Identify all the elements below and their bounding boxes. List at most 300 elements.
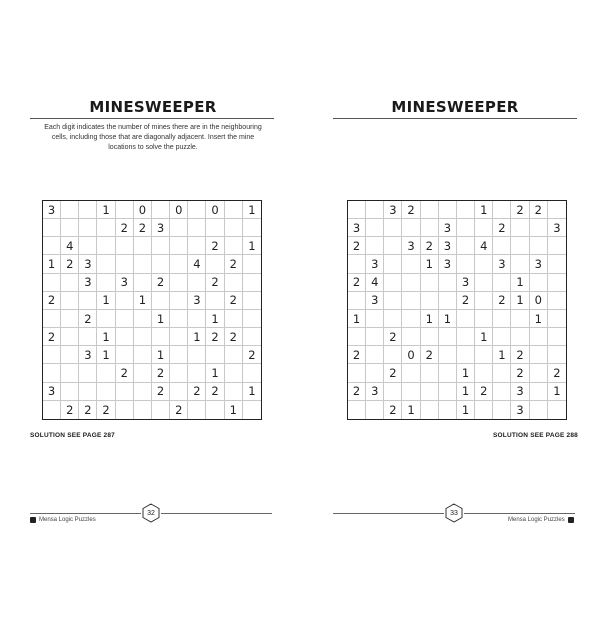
- grid-cell[interactable]: 1: [97, 201, 115, 219]
- grid-cell[interactable]: 2: [61, 255, 79, 273]
- grid-cell[interactable]: [384, 219, 402, 237]
- grid-cell[interactable]: [348, 364, 366, 382]
- grid-cell[interactable]: [439, 383, 457, 401]
- grid-cell[interactable]: [170, 310, 188, 328]
- grid-cell[interactable]: [79, 383, 97, 401]
- grid-cell[interactable]: 3: [402, 237, 420, 255]
- grid-cell[interactable]: 1: [43, 255, 61, 273]
- grid-cell[interactable]: [225, 346, 243, 364]
- grid-cell[interactable]: [511, 310, 529, 328]
- grid-cell[interactable]: [79, 292, 97, 310]
- grid-cell[interactable]: 2: [134, 219, 152, 237]
- grid-cell[interactable]: 2: [170, 401, 188, 419]
- grid-cell[interactable]: 3: [511, 401, 529, 419]
- grid-cell[interactable]: [366, 237, 384, 255]
- grid-cell[interactable]: 1: [206, 310, 224, 328]
- grid-cell[interactable]: [188, 274, 206, 292]
- grid-cell[interactable]: [97, 310, 115, 328]
- solution-note: SOLUTION SEE PAGE 287: [30, 432, 115, 439]
- grid-cell[interactable]: [79, 201, 97, 219]
- grid-cell[interactable]: 2: [152, 383, 170, 401]
- grid-cell[interactable]: 3: [439, 219, 457, 237]
- grid-cell[interactable]: 4: [475, 237, 493, 255]
- grid-cell[interactable]: [366, 401, 384, 419]
- grid-cell[interactable]: [493, 274, 511, 292]
- grid-cell[interactable]: [61, 292, 79, 310]
- grid-cell[interactable]: 2: [493, 219, 511, 237]
- grid-cell[interactable]: 4: [366, 274, 384, 292]
- grid-cell[interactable]: [79, 219, 97, 237]
- grid-cell[interactable]: [421, 292, 439, 310]
- grid-cell[interactable]: [348, 255, 366, 273]
- page-title: MINESWEEPER: [89, 98, 217, 116]
- grid-cell[interactable]: [61, 346, 79, 364]
- grid-cell[interactable]: [475, 219, 493, 237]
- grid-cell[interactable]: 2: [152, 274, 170, 292]
- grid-cell[interactable]: [116, 201, 134, 219]
- grid-cell[interactable]: [548, 255, 566, 273]
- grid-cell[interactable]: [402, 255, 420, 273]
- grid-cell[interactable]: 2: [457, 292, 475, 310]
- grid-cell[interactable]: [366, 328, 384, 346]
- grid-cell[interactable]: 3: [366, 383, 384, 401]
- grid-cell[interactable]: [402, 328, 420, 346]
- grid-cell[interactable]: 1: [457, 364, 475, 382]
- grid-cell[interactable]: [43, 310, 61, 328]
- grid-cell[interactable]: 2: [348, 237, 366, 255]
- grid-cell[interactable]: [243, 364, 261, 382]
- grid-cell[interactable]: [97, 219, 115, 237]
- grid-cell[interactable]: [548, 310, 566, 328]
- grid-cell[interactable]: [61, 328, 79, 346]
- grid-cell[interactable]: [366, 310, 384, 328]
- grid-cell[interactable]: [134, 237, 152, 255]
- grid-cell[interactable]: [475, 346, 493, 364]
- grid-cell[interactable]: 1: [243, 237, 261, 255]
- grid-cell[interactable]: [134, 328, 152, 346]
- grid-cell[interactable]: 3: [493, 255, 511, 273]
- grid-cell[interactable]: [243, 401, 261, 419]
- grid-cell[interactable]: [225, 201, 243, 219]
- grid-cell[interactable]: [384, 310, 402, 328]
- grid-cell[interactable]: [243, 310, 261, 328]
- grid-cell[interactable]: 2: [475, 383, 493, 401]
- grid-cell[interactable]: 2: [152, 364, 170, 382]
- page-number-text: 32: [147, 509, 155, 517]
- grid-cell[interactable]: 2: [384, 401, 402, 419]
- grid-cell[interactable]: [79, 328, 97, 346]
- grid-cell[interactable]: [116, 310, 134, 328]
- grid-cell[interactable]: 2: [243, 346, 261, 364]
- grid-cell[interactable]: [134, 255, 152, 273]
- grid-cell[interactable]: 3: [79, 274, 97, 292]
- grid-cell[interactable]: 1: [457, 401, 475, 419]
- grid-cell[interactable]: [548, 237, 566, 255]
- grid-cell[interactable]: [97, 383, 115, 401]
- grid-cell[interactable]: [348, 401, 366, 419]
- grid-cell[interactable]: 1: [511, 292, 529, 310]
- grid-cell[interactable]: [188, 346, 206, 364]
- grid-cell[interactable]: [384, 237, 402, 255]
- grid-cell[interactable]: 3: [188, 292, 206, 310]
- grid-cell[interactable]: [548, 292, 566, 310]
- title-rule: [333, 118, 577, 119]
- grid-cell[interactable]: [384, 292, 402, 310]
- grid-cell[interactable]: [421, 201, 439, 219]
- grid-cell[interactable]: [402, 219, 420, 237]
- grid-cell[interactable]: [243, 328, 261, 346]
- grid-cell[interactable]: [152, 201, 170, 219]
- grid-cell[interactable]: [366, 219, 384, 237]
- grid-cell[interactable]: [152, 255, 170, 273]
- grid-cell[interactable]: 1: [243, 383, 261, 401]
- grid-cell[interactable]: [511, 328, 529, 346]
- grid-cell[interactable]: [475, 274, 493, 292]
- grid-cell[interactable]: 2: [43, 328, 61, 346]
- grid-cell[interactable]: [243, 292, 261, 310]
- grid-cell[interactable]: 1: [548, 383, 566, 401]
- grid-cell[interactable]: 2: [225, 292, 243, 310]
- grid-cell[interactable]: 1: [421, 255, 439, 273]
- grid-cell[interactable]: 2: [225, 328, 243, 346]
- grid-cell[interactable]: 3: [439, 237, 457, 255]
- grid-cell[interactable]: 2: [493, 292, 511, 310]
- grid-cell[interactable]: 1: [457, 383, 475, 401]
- grid-cell[interactable]: [61, 383, 79, 401]
- grid-cell[interactable]: [225, 274, 243, 292]
- mensa-logo-icon: [30, 517, 36, 523]
- grid-cell[interactable]: [170, 346, 188, 364]
- grid-cell[interactable]: 3: [152, 219, 170, 237]
- grid-cell[interactable]: [493, 237, 511, 255]
- grid-cell[interactable]: [475, 255, 493, 273]
- grid-cell[interactable]: [439, 364, 457, 382]
- grid-cell[interactable]: 0: [170, 201, 188, 219]
- grid-cell[interactable]: [548, 201, 566, 219]
- grid-cell[interactable]: 1: [97, 346, 115, 364]
- grid-cell[interactable]: [439, 274, 457, 292]
- grid-cell[interactable]: 3: [366, 292, 384, 310]
- grid-cell[interactable]: [61, 274, 79, 292]
- minesweeper-grid-left: [42, 200, 262, 420]
- grid-cell[interactable]: 2: [79, 401, 97, 419]
- grid-cell[interactable]: [493, 310, 511, 328]
- grid-cell[interactable]: [439, 401, 457, 419]
- grid-cell[interactable]: [421, 383, 439, 401]
- grid-cell[interactable]: [402, 292, 420, 310]
- grid-cell[interactable]: 2: [188, 383, 206, 401]
- grid-cell[interactable]: [152, 328, 170, 346]
- grid-cell[interactable]: [43, 237, 61, 255]
- grid-cell[interactable]: [170, 219, 188, 237]
- grid-cell[interactable]: [457, 201, 475, 219]
- grid-cell[interactable]: [43, 219, 61, 237]
- grid-cell[interactable]: 1: [475, 201, 493, 219]
- grid-cell[interactable]: [134, 364, 152, 382]
- grid-cell[interactable]: [493, 383, 511, 401]
- grid-cell[interactable]: 4: [61, 237, 79, 255]
- grid-cell[interactable]: [475, 292, 493, 310]
- grid-cell[interactable]: 4: [188, 255, 206, 273]
- grid-cell[interactable]: 2: [384, 328, 402, 346]
- grid-cell[interactable]: 1: [421, 310, 439, 328]
- grid-cell[interactable]: [206, 219, 224, 237]
- grid-cell[interactable]: [457, 328, 475, 346]
- grid-cell[interactable]: [348, 328, 366, 346]
- grid-cell[interactable]: [530, 328, 548, 346]
- grid-cell[interactable]: [402, 364, 420, 382]
- grid-cell[interactable]: [134, 346, 152, 364]
- grid-cell[interactable]: [170, 255, 188, 273]
- grid-cell[interactable]: [188, 201, 206, 219]
- grid-cell[interactable]: 3: [530, 255, 548, 273]
- grid-cell[interactable]: [43, 364, 61, 382]
- grid-cell[interactable]: [384, 383, 402, 401]
- grid-cell[interactable]: 2: [384, 364, 402, 382]
- grid-cell[interactable]: 2: [61, 401, 79, 419]
- grid-cell[interactable]: 1: [530, 310, 548, 328]
- grid-cell[interactable]: [530, 401, 548, 419]
- grid-cell[interactable]: [366, 364, 384, 382]
- grid-cell[interactable]: 1: [206, 364, 224, 382]
- grid-cell[interactable]: [43, 346, 61, 364]
- grid-cell[interactable]: 1: [243, 201, 261, 219]
- grid-cell[interactable]: [170, 328, 188, 346]
- grid-cell[interactable]: 1: [152, 310, 170, 328]
- grid-cell[interactable]: [421, 401, 439, 419]
- grid-cell[interactable]: [170, 292, 188, 310]
- grid-cell[interactable]: 2: [206, 383, 224, 401]
- grid-cell[interactable]: [457, 219, 475, 237]
- grid-cell[interactable]: [243, 255, 261, 273]
- grid-cell[interactable]: [402, 383, 420, 401]
- running-title-text: Mensa Logic Puzzles: [39, 517, 96, 523]
- grid-cell[interactable]: 2: [79, 310, 97, 328]
- grid-cell[interactable]: 3: [457, 274, 475, 292]
- grid-cell[interactable]: [206, 292, 224, 310]
- grid-cell[interactable]: 2: [348, 274, 366, 292]
- grid-cell[interactable]: 3: [116, 274, 134, 292]
- grid-cell[interactable]: 2: [511, 364, 529, 382]
- grid-cell[interactable]: [188, 364, 206, 382]
- grid-cell[interactable]: [366, 201, 384, 219]
- grid-cell[interactable]: [97, 274, 115, 292]
- grid-cell[interactable]: [366, 346, 384, 364]
- grid-cell[interactable]: [243, 219, 261, 237]
- grid-cell[interactable]: 2: [348, 383, 366, 401]
- grid-cell[interactable]: [457, 346, 475, 364]
- grid-cell[interactable]: [530, 219, 548, 237]
- grid-cell[interactable]: [116, 328, 134, 346]
- grid-cell[interactable]: [439, 328, 457, 346]
- grid-cell[interactable]: [134, 310, 152, 328]
- grid-cell[interactable]: 1: [493, 346, 511, 364]
- grid-cell[interactable]: [97, 364, 115, 382]
- grid-cell[interactable]: [475, 364, 493, 382]
- grid-cell[interactable]: [170, 364, 188, 382]
- grid-cell[interactable]: [457, 255, 475, 273]
- grid-cell[interactable]: 3: [43, 383, 61, 401]
- grid-cell[interactable]: [152, 237, 170, 255]
- grid-cell[interactable]: [511, 219, 529, 237]
- grid-cell[interactable]: 3: [348, 219, 366, 237]
- grid-cell[interactable]: 3: [439, 255, 457, 273]
- grid-cell[interactable]: [384, 255, 402, 273]
- grid-cell[interactable]: [225, 383, 243, 401]
- grid-cell[interactable]: [530, 383, 548, 401]
- grid-cell[interactable]: [97, 255, 115, 273]
- grid-cell[interactable]: [206, 255, 224, 273]
- grid-cell[interactable]: [475, 310, 493, 328]
- grid-cell[interactable]: [530, 346, 548, 364]
- grid-cell[interactable]: 2: [348, 346, 366, 364]
- grid-cell[interactable]: [548, 328, 566, 346]
- grid-cell[interactable]: [439, 292, 457, 310]
- grid-cell[interactable]: [134, 274, 152, 292]
- grid-cell[interactable]: 2: [225, 255, 243, 273]
- grid-cell[interactable]: 1: [97, 292, 115, 310]
- grid-cell[interactable]: 1: [134, 292, 152, 310]
- grid-cell[interactable]: [116, 401, 134, 419]
- grid-cell[interactable]: [511, 237, 529, 255]
- grid-cell[interactable]: [79, 237, 97, 255]
- grid-cell[interactable]: [188, 401, 206, 419]
- grid-cell[interactable]: [548, 401, 566, 419]
- grid-cell[interactable]: [243, 274, 261, 292]
- grid-cell[interactable]: [548, 274, 566, 292]
- grid-cell[interactable]: [170, 383, 188, 401]
- grid-cell[interactable]: [225, 219, 243, 237]
- grid-cell[interactable]: 2: [116, 364, 134, 382]
- grid-cell[interactable]: [97, 237, 115, 255]
- grid-cell[interactable]: [61, 201, 79, 219]
- grid-cell[interactable]: [43, 274, 61, 292]
- grid-cell[interactable]: [116, 292, 134, 310]
- grid-cell[interactable]: 3: [366, 255, 384, 273]
- grid-cell[interactable]: 2: [511, 201, 529, 219]
- grid-cell[interactable]: [61, 364, 79, 382]
- grid-cell[interactable]: [511, 255, 529, 273]
- grid-cell[interactable]: [402, 310, 420, 328]
- grid-cell[interactable]: 2: [511, 346, 529, 364]
- grid-cell[interactable]: [475, 401, 493, 419]
- grid-cell[interactable]: 2: [206, 328, 224, 346]
- grid-cell[interactable]: [530, 364, 548, 382]
- grid-cell[interactable]: 1: [152, 346, 170, 364]
- grid-cell[interactable]: [61, 310, 79, 328]
- grid-cell[interactable]: 1: [475, 328, 493, 346]
- grid-cell[interactable]: [421, 219, 439, 237]
- grid-cell[interactable]: [170, 274, 188, 292]
- grid-cell[interactable]: 2: [116, 219, 134, 237]
- instructions: Each digit indicates the number of mines there are in the neighbouring cells, including those that are diagonally adjacent. Insert the mine locations to solve the puzzle.: [44, 124, 262, 151]
- grid-cell[interactable]: [493, 328, 511, 346]
- grid-cell[interactable]: [116, 255, 134, 273]
- page-number: [444, 503, 464, 523]
- grid-cell[interactable]: [348, 201, 366, 219]
- grid-cell[interactable]: 1: [225, 401, 243, 419]
- grid-cell[interactable]: 3: [548, 219, 566, 237]
- grid-cell[interactable]: [134, 401, 152, 419]
- grid-cell[interactable]: 3: [384, 201, 402, 219]
- grid-cell[interactable]: 2: [548, 364, 566, 382]
- grid-cell[interactable]: [421, 274, 439, 292]
- grid-cell[interactable]: [152, 401, 170, 419]
- grid-cell[interactable]: 2: [206, 274, 224, 292]
- grid-cell[interactable]: [188, 219, 206, 237]
- grid-cell[interactable]: [152, 292, 170, 310]
- grid-cell[interactable]: 2: [43, 292, 61, 310]
- grid-cell[interactable]: [439, 346, 457, 364]
- grid-cell[interactable]: [206, 401, 224, 419]
- grid-cell[interactable]: [116, 237, 134, 255]
- grid-cell[interactable]: [61, 219, 79, 237]
- grid-cell[interactable]: 1: [402, 401, 420, 419]
- grid-cell[interactable]: [421, 328, 439, 346]
- grid-cell[interactable]: [225, 237, 243, 255]
- grid-cell[interactable]: 1: [348, 310, 366, 328]
- grid-cell[interactable]: 2: [421, 346, 439, 364]
- grid-cell[interactable]: [206, 346, 224, 364]
- grid-cell[interactable]: 2: [421, 237, 439, 255]
- grid-cell[interactable]: [548, 346, 566, 364]
- grid-cell[interactable]: [43, 401, 61, 419]
- grid-cell[interactable]: [384, 346, 402, 364]
- grid-cell[interactable]: 1: [97, 328, 115, 346]
- grid-cell[interactable]: 0: [530, 292, 548, 310]
- minesweeper-grid-right: [347, 200, 567, 420]
- grid-cell[interactable]: 2: [530, 201, 548, 219]
- grid-cell[interactable]: [116, 346, 134, 364]
- grid-cell[interactable]: [402, 274, 420, 292]
- grid-cell[interactable]: 2: [206, 237, 224, 255]
- grid-cell[interactable]: [457, 237, 475, 255]
- grid-cell[interactable]: 3: [511, 383, 529, 401]
- grid-cell[interactable]: [225, 364, 243, 382]
- grid-cell[interactable]: 0: [402, 346, 420, 364]
- grid-cell[interactable]: [384, 274, 402, 292]
- grid-cell[interactable]: [79, 364, 97, 382]
- grid-cell[interactable]: [116, 383, 134, 401]
- grid-cell[interactable]: 1: [188, 328, 206, 346]
- grid-cell[interactable]: [457, 310, 475, 328]
- grid-cell[interactable]: 1: [439, 310, 457, 328]
- grid-cell[interactable]: [493, 364, 511, 382]
- grid-cell[interactable]: [188, 310, 206, 328]
- grid-cell[interactable]: [348, 292, 366, 310]
- grid-cell[interactable]: 3: [79, 346, 97, 364]
- grid-cell[interactable]: [421, 364, 439, 382]
- grid-cell[interactable]: 2: [97, 401, 115, 419]
- grid-cell[interactable]: 0: [134, 201, 152, 219]
- grid-cell[interactable]: [188, 237, 206, 255]
- grid-cell[interactable]: [225, 310, 243, 328]
- grid-cell[interactable]: 3: [43, 201, 61, 219]
- grid-cell[interactable]: 2: [402, 201, 420, 219]
- grid-cell[interactable]: [134, 383, 152, 401]
- grid-cell[interactable]: 0: [206, 201, 224, 219]
- running-title-text: Mensa Logic Puzzles: [508, 517, 565, 523]
- grid-cell[interactable]: [493, 201, 511, 219]
- grid-cell[interactable]: [439, 201, 457, 219]
- grid-cell[interactable]: [170, 237, 188, 255]
- solution-note: SOLUTION SEE PAGE 288: [493, 432, 578, 439]
- grid-cell[interactable]: [530, 237, 548, 255]
- grid-cell[interactable]: [493, 401, 511, 419]
- grid-cell[interactable]: 1: [511, 274, 529, 292]
- grid-cell[interactable]: [530, 274, 548, 292]
- grid-cell[interactable]: 3: [79, 255, 97, 273]
